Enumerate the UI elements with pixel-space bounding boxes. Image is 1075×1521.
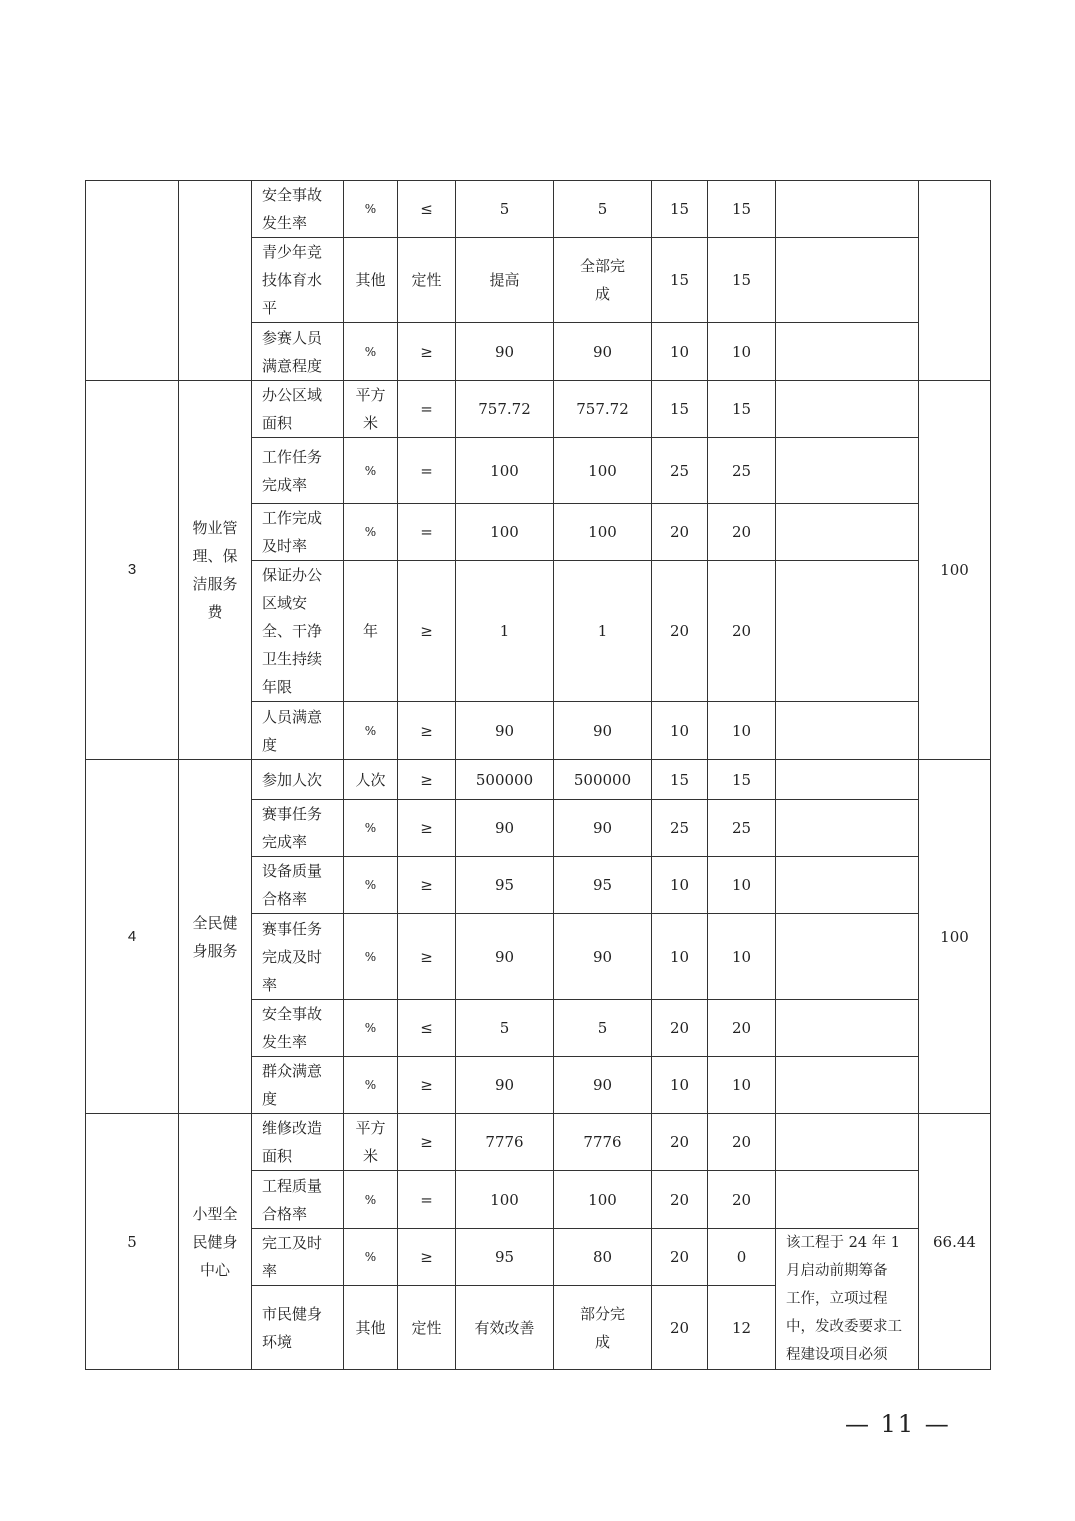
indicator-name: 保证办公 区域安 全、干净 卫生持续 年限 [252, 561, 344, 702]
total-score: 100 [919, 381, 991, 760]
unit: % [344, 702, 398, 760]
score-got: 20 [708, 1114, 776, 1171]
operator: ≥ [398, 561, 456, 702]
weight: 25 [652, 438, 708, 504]
weight: 10 [652, 702, 708, 760]
indicator-name: 安全事故 发生率 [252, 1000, 344, 1057]
indicator-name: 安全事故 发生率 [252, 181, 344, 238]
score-got: 10 [708, 857, 776, 914]
weight: 10 [652, 1057, 708, 1114]
unit: 其他 [344, 1286, 398, 1370]
operator: 定性 [398, 1286, 456, 1370]
score-got: 12 [708, 1286, 776, 1370]
project-number: 4 [86, 760, 179, 1114]
operator: ≥ [398, 760, 456, 800]
unit: % [344, 504, 398, 561]
actual-value: 100 [554, 438, 652, 504]
actual-value: 95 [554, 857, 652, 914]
indicator-name: 赛事任务 完成率 [252, 800, 344, 857]
operator: ≤ [398, 181, 456, 238]
indicator-name: 完工及时 率 [252, 1229, 344, 1286]
project-name: 物业管 理、保 洁服务 费 [179, 381, 252, 760]
target-value: 有效改善 [456, 1286, 554, 1370]
score-got: 10 [708, 702, 776, 760]
weight: 20 [652, 1229, 708, 1286]
score-got: 20 [708, 504, 776, 561]
weight: 15 [652, 381, 708, 438]
target-value: 95 [456, 857, 554, 914]
indicator-name: 青少年竞 技体育水 平 [252, 238, 344, 323]
target-value: 90 [456, 800, 554, 857]
weight: 10 [652, 914, 708, 1000]
operator: ≥ [398, 323, 456, 381]
target-value: 100 [456, 1171, 554, 1229]
project-number: 3 [86, 381, 179, 760]
target-value: 7776 [456, 1114, 554, 1171]
deviation-note [776, 1171, 919, 1229]
unit: % [344, 1057, 398, 1114]
target-value: 100 [456, 438, 554, 504]
weight: 10 [652, 857, 708, 914]
score-got: 0 [708, 1229, 776, 1286]
deviation-note [776, 323, 919, 381]
operator: ≥ [398, 914, 456, 1000]
unit: 年 [344, 561, 398, 702]
score-got: 10 [708, 1057, 776, 1114]
score-got: 20 [708, 561, 776, 702]
performance-table [85, 180, 991, 1370]
score-got: 25 [708, 800, 776, 857]
deviation-note [776, 381, 919, 438]
operator: 定性 [398, 238, 456, 323]
operator: = [398, 438, 456, 504]
unit: % [344, 857, 398, 914]
operator: = [398, 1171, 456, 1229]
deviation-note [776, 438, 919, 504]
indicator-name: 参赛人员 满意程度 [252, 323, 344, 381]
weight: 20 [652, 504, 708, 561]
weight: 20 [652, 1114, 708, 1171]
unit: % [344, 1229, 398, 1286]
actual-value: 100 [554, 504, 652, 561]
operator: = [398, 381, 456, 438]
target-value: 95 [456, 1229, 554, 1286]
actual-value: 全部完 成 [554, 238, 652, 323]
table-row [86, 1114, 991, 1171]
deviation-note [776, 1057, 919, 1114]
target-value: 500000 [456, 760, 554, 800]
unit: 平方 米 [344, 381, 398, 438]
actual-value: 部分完 成 [554, 1286, 652, 1370]
unit: % [344, 323, 398, 381]
weight: 10 [652, 323, 708, 381]
deviation-note [776, 181, 919, 238]
target-value: 5 [456, 181, 554, 238]
weight: 20 [652, 1171, 708, 1229]
score-got: 10 [708, 914, 776, 1000]
deviation-note [776, 1000, 919, 1057]
indicator-name: 赛事任务 完成及时 率 [252, 914, 344, 1000]
score-got: 20 [708, 1171, 776, 1229]
target-value: 90 [456, 323, 554, 381]
project-name: 全民健 身服务 [179, 760, 252, 1114]
operator: ≥ [398, 857, 456, 914]
project-number [86, 181, 179, 381]
indicator-name: 群众满意 度 [252, 1057, 344, 1114]
deviation-note [776, 857, 919, 914]
actual-value: 80 [554, 1229, 652, 1286]
target-value: 90 [456, 1057, 554, 1114]
unit: % [344, 181, 398, 238]
deviation-note [776, 702, 919, 760]
indicator-name: 参加人次 [252, 760, 344, 800]
operator: ≥ [398, 800, 456, 857]
project-number: 5 [86, 1114, 179, 1370]
indicator-name: 市民健身 环境 [252, 1286, 344, 1370]
target-value: 提高 [456, 238, 554, 323]
deviation-note [776, 800, 919, 857]
actual-value: 90 [554, 323, 652, 381]
unit: 人次 [344, 760, 398, 800]
weight: 20 [652, 561, 708, 702]
weight: 15 [652, 760, 708, 800]
total-score: 66.44 [919, 1114, 991, 1370]
target-value: 5 [456, 1000, 554, 1057]
unit: % [344, 914, 398, 1000]
actual-value: 500000 [554, 760, 652, 800]
indicator-name: 维修改造 面积 [252, 1114, 344, 1171]
unit: % [344, 1000, 398, 1057]
operator: = [398, 504, 456, 561]
actual-value: 5 [554, 181, 652, 238]
indicator-name: 工作完成 及时率 [252, 504, 344, 561]
operator: ≥ [398, 1229, 456, 1286]
indicator-name: 设备质量 合格率 [252, 857, 344, 914]
table-row [86, 760, 991, 800]
operator: ≥ [398, 1057, 456, 1114]
actual-value: 90 [554, 702, 652, 760]
weight: 20 [652, 1286, 708, 1370]
score-got: 15 [708, 381, 776, 438]
unit: % [344, 1171, 398, 1229]
score-got: 10 [708, 323, 776, 381]
operator: ≥ [398, 1114, 456, 1171]
actual-value: 90 [554, 914, 652, 1000]
operator: ≤ [398, 1000, 456, 1057]
unit: 其他 [344, 238, 398, 323]
score-got: 25 [708, 438, 776, 504]
score-got: 20 [708, 1000, 776, 1057]
actual-value: 90 [554, 1057, 652, 1114]
weight: 20 [652, 1000, 708, 1057]
deviation-note [776, 561, 919, 702]
unit: 平方 米 [344, 1114, 398, 1171]
score-got: 15 [708, 181, 776, 238]
actual-value: 757.72 [554, 381, 652, 438]
indicator-name: 办公区域 面积 [252, 381, 344, 438]
weight: 25 [652, 800, 708, 857]
unit: % [344, 438, 398, 504]
unit: % [344, 800, 398, 857]
actual-value: 90 [554, 800, 652, 857]
weight: 15 [652, 238, 708, 323]
actual-value: 100 [554, 1171, 652, 1229]
target-value: 100 [456, 504, 554, 561]
project-name [179, 181, 252, 381]
actual-value: 7776 [554, 1114, 652, 1171]
deviation-note: 该工程于 24 年 1 月启动前期筹备 工作，立项过程 中，发改委要求工 程建设项目必须 [776, 1229, 919, 1370]
weight: 15 [652, 181, 708, 238]
deviation-note [776, 1114, 919, 1171]
deviation-note [776, 914, 919, 1000]
score-got: 15 [708, 760, 776, 800]
deviation-note [776, 238, 919, 323]
project-name: 小型全 民健身 中心 [179, 1114, 252, 1370]
target-value: 90 [456, 702, 554, 760]
indicator-name: 人员满意 度 [252, 702, 344, 760]
total-score [919, 181, 991, 381]
operator: ≥ [398, 702, 456, 760]
target-value: 1 [456, 561, 554, 702]
score-got: 15 [708, 238, 776, 323]
actual-value: 5 [554, 1000, 652, 1057]
actual-value: 1 [554, 561, 652, 702]
target-value: 90 [456, 914, 554, 1000]
indicator-name: 工作任务 完成率 [252, 438, 344, 504]
deviation-note [776, 760, 919, 800]
page-number: — 11 — [845, 1410, 951, 1438]
table-row [86, 381, 991, 438]
indicator-name: 工程质量 合格率 [252, 1171, 344, 1229]
deviation-note [776, 504, 919, 561]
table-row [86, 181, 991, 238]
target-value: 757.72 [456, 381, 554, 438]
total-score: 100 [919, 760, 991, 1114]
